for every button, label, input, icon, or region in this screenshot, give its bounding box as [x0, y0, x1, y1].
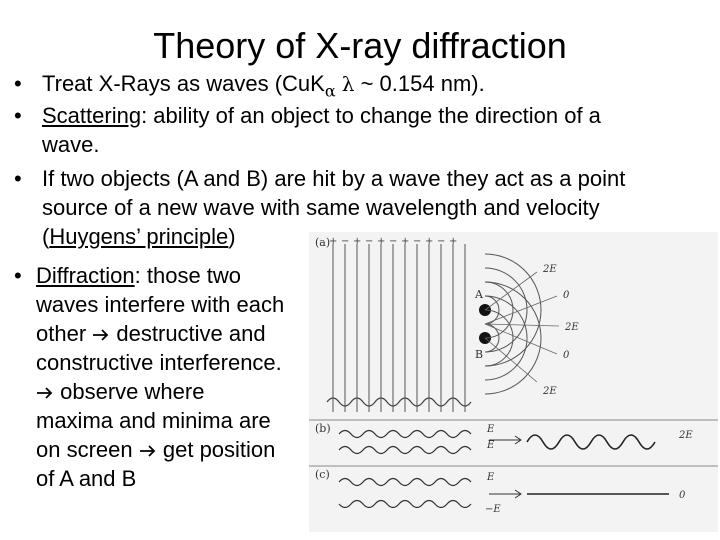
bullet-text: If two objects (A and B) are hit by a wave they act as a point [42, 166, 626, 191]
bullet-marker: • [14, 263, 22, 288]
svg-text:+: + [377, 236, 386, 247]
svg-text:+: + [329, 236, 338, 247]
label-neg-e-c2: −E [485, 504, 501, 515]
bullet-text: : ability of an object to change the direction of a [141, 103, 601, 128]
point-b-label: B [475, 348, 484, 361]
bullet-text-cont: get position [162, 437, 276, 462]
svg-text:+: + [449, 236, 458, 247]
bullet-marker: • [14, 166, 22, 191]
bullet-text-cont: waves interfere with each [36, 292, 285, 317]
label-e-b2: E [487, 440, 495, 451]
label-e-c1: E [487, 472, 495, 483]
term-scattering: Scattering [42, 103, 142, 128]
svg-text:−: − [341, 236, 350, 247]
label-2e-top: 2E [543, 264, 557, 275]
label-0-sum: 0 [679, 490, 686, 501]
point-a-label: A [475, 288, 483, 301]
bullet-text-cont: maxima and minima are [36, 408, 271, 433]
diffraction-diagram [309, 232, 718, 532]
bullet-text-cont: observe where [60, 379, 205, 404]
label-2e-bottom: 2E [543, 386, 557, 397]
term-diffraction: Diffraction [36, 263, 135, 288]
panel-label-a: (a) [315, 236, 331, 249]
bullet-text-cont: of A and B [36, 466, 137, 491]
panel-label-c: (c) [315, 468, 330, 481]
bullet-text-cont: on screen [36, 437, 133, 462]
arrow-right-icon [139, 437, 157, 462]
k-alpha-k: K [310, 71, 325, 96]
svg-text:+: + [401, 236, 410, 247]
alpha-symbol: α [324, 81, 336, 101]
bullet-text-cont: source of a new wave with same wavelength and velocity [42, 195, 600, 220]
svg-text:−: − [365, 236, 374, 247]
slide-title: Theory of X-ray diffraction [153, 25, 567, 66]
wavelength-value: ~ 0.154 nm). [354, 71, 485, 96]
bullet-marker: • [14, 71, 22, 96]
arrow-right-icon [92, 321, 110, 346]
bullet-marker: • [14, 103, 22, 128]
arrow-right-icon [36, 379, 54, 404]
label-0-lower: 0 [563, 350, 570, 361]
paren-open: ( [42, 224, 50, 249]
bullet-text: : those two [134, 263, 242, 288]
bullet-text-cont: destructive and [116, 321, 266, 346]
svg-text:−: − [437, 236, 446, 247]
svg-text:+: + [353, 236, 362, 247]
label-e-b1: E [487, 424, 495, 435]
bullet-text-cont: constructive interference. [36, 350, 282, 375]
bullet-text-cont: wave. [42, 132, 100, 157]
label-2e-sum: 2E [679, 430, 693, 441]
diffraction-figure [309, 232, 718, 532]
svg-text:+: + [425, 236, 434, 247]
bullet-text-cont: other [36, 321, 87, 346]
label-2e-center: 2E [565, 322, 579, 333]
term-huygens: Huygens’ principle [49, 224, 229, 249]
svg-text:−: − [413, 236, 422, 247]
svg-text:−: − [389, 236, 398, 247]
label-0-upper: 0 [563, 290, 570, 301]
lambda-symbol: λ [341, 72, 355, 96]
bullet-text: Treat X-Rays as waves (Cu [42, 71, 311, 96]
paren-close: ) [228, 224, 236, 249]
panel-label-b: (b) [315, 422, 331, 435]
